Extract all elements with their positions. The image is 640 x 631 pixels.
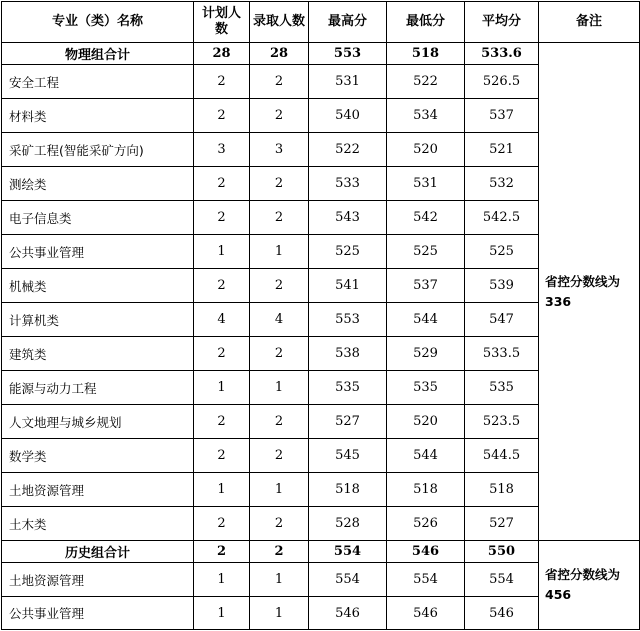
- cell-min: 529: [387, 337, 465, 371]
- cell-planned: 2: [194, 507, 250, 541]
- major-name: 公共事业管理: [2, 235, 194, 269]
- cell-admitted: 3: [250, 133, 309, 167]
- cell-min: 546: [387, 597, 465, 630]
- cell-max: 543: [309, 201, 387, 235]
- header-avg: 平均分: [465, 2, 539, 43]
- cell-planned: 2: [194, 167, 250, 201]
- table-body: [2, 43, 640, 630]
- cell-min: 535: [387, 371, 465, 405]
- group-remark: 省控分数线为336: [539, 43, 640, 541]
- major-name: 安全工程: [2, 65, 194, 99]
- cell-admitted: 1: [250, 473, 309, 507]
- cell-max: 533: [309, 167, 387, 201]
- header-max: 最高分: [309, 2, 387, 43]
- cell-max: 535: [309, 371, 387, 405]
- major-name: 能源与动力工程: [2, 371, 194, 405]
- cell-planned: 2: [194, 269, 250, 303]
- cell-admitted: 2: [250, 337, 309, 371]
- cell-planned: 3: [194, 133, 250, 167]
- cell-min: 526: [387, 507, 465, 541]
- cell-avg: 546: [465, 597, 539, 630]
- group-name: 历史组合计: [2, 541, 194, 563]
- admission-scores-table: [1, 1, 640, 630]
- group-admitted: 2: [250, 541, 309, 563]
- cell-avg: 537: [465, 99, 539, 133]
- group-max: 554: [309, 541, 387, 563]
- cell-max: 553: [309, 303, 387, 337]
- cell-planned: 2: [194, 337, 250, 371]
- major-name: 公共事业管理: [2, 597, 194, 630]
- cell-avg: 547: [465, 303, 539, 337]
- cell-admitted: 2: [250, 507, 309, 541]
- cell-admitted: 2: [250, 439, 309, 473]
- cell-max: 541: [309, 269, 387, 303]
- header-major: 专业（类）名称: [2, 2, 194, 43]
- major-name: 人文地理与城乡规划: [2, 405, 194, 439]
- major-name: 数学类: [2, 439, 194, 473]
- major-name: 计算机类: [2, 303, 194, 337]
- cell-avg: 539: [465, 269, 539, 303]
- cell-min: 518: [387, 473, 465, 507]
- cell-max: 531: [309, 65, 387, 99]
- header-admitted: 录取人数: [250, 2, 309, 43]
- cell-admitted: 2: [250, 65, 309, 99]
- cell-min: 531: [387, 167, 465, 201]
- cell-admitted: 2: [250, 99, 309, 133]
- cell-max: 522: [309, 133, 387, 167]
- major-name: 采矿工程(智能采矿方向): [2, 133, 194, 167]
- cell-planned: 1: [194, 235, 250, 269]
- cell-planned: 1: [194, 597, 250, 630]
- cell-avg: 535: [465, 371, 539, 405]
- group-planned: 2: [194, 541, 250, 563]
- cell-admitted: 1: [250, 597, 309, 630]
- cell-min: 522: [387, 65, 465, 99]
- cell-max: 528: [309, 507, 387, 541]
- major-name: 材料类: [2, 99, 194, 133]
- header-remark: 备注: [539, 2, 640, 43]
- cell-planned: 1: [194, 371, 250, 405]
- major-name: 测绘类: [2, 167, 194, 201]
- cell-avg: 554: [465, 563, 539, 597]
- cell-admitted: 2: [250, 201, 309, 235]
- major-name: 土木类: [2, 507, 194, 541]
- cell-avg: 525: [465, 235, 539, 269]
- cell-max: 546: [309, 597, 387, 630]
- major-name: 建筑类: [2, 337, 194, 371]
- cell-max: 538: [309, 337, 387, 371]
- cell-admitted: 2: [250, 269, 309, 303]
- cell-admitted: 4: [250, 303, 309, 337]
- group-planned: 28: [194, 43, 250, 65]
- cell-min: 554: [387, 563, 465, 597]
- major-name: 电子信息类: [2, 201, 194, 235]
- group-summary-row: [2, 43, 640, 65]
- cell-planned: 2: [194, 65, 250, 99]
- cell-admitted: 2: [250, 167, 309, 201]
- cell-admitted: 2: [250, 405, 309, 439]
- group-avg: 533.6: [465, 43, 539, 65]
- cell-avg: 521: [465, 133, 539, 167]
- group-admitted: 28: [250, 43, 309, 65]
- cell-max: 525: [309, 235, 387, 269]
- cell-planned: 2: [194, 439, 250, 473]
- group-max: 553: [309, 43, 387, 65]
- major-name: 机械类: [2, 269, 194, 303]
- cell-avg: 527: [465, 507, 539, 541]
- group-min: 518: [387, 43, 465, 65]
- group-name: 物理组合计: [2, 43, 194, 65]
- cell-max: 527: [309, 405, 387, 439]
- cell-min: 534: [387, 99, 465, 133]
- major-name: 土地资源管理: [2, 473, 194, 507]
- cell-min: 537: [387, 269, 465, 303]
- cell-min: 525: [387, 235, 465, 269]
- group-remark: 省控分数线为456: [539, 541, 640, 630]
- cell-planned: 2: [194, 99, 250, 133]
- header-min: 最低分: [387, 2, 465, 43]
- cell-admitted: 1: [250, 563, 309, 597]
- cell-min: 544: [387, 439, 465, 473]
- header-planned: 计划人数: [194, 2, 250, 43]
- cell-min: 520: [387, 405, 465, 439]
- cell-max: 545: [309, 439, 387, 473]
- cell-avg: 523.5: [465, 405, 539, 439]
- cell-max: 554: [309, 563, 387, 597]
- cell-min: 544: [387, 303, 465, 337]
- cell-avg: 526.5: [465, 65, 539, 99]
- cell-max: 540: [309, 99, 387, 133]
- cell-avg: 544.5: [465, 439, 539, 473]
- cell-min: 520: [387, 133, 465, 167]
- cell-planned: 1: [194, 473, 250, 507]
- cell-planned: 4: [194, 303, 250, 337]
- cell-avg: 518: [465, 473, 539, 507]
- cell-avg: 542.5: [465, 201, 539, 235]
- group-summary-row: [2, 541, 640, 563]
- header-row: [2, 2, 640, 43]
- cell-admitted: 1: [250, 235, 309, 269]
- cell-max: 518: [309, 473, 387, 507]
- cell-min: 542: [387, 201, 465, 235]
- cell-planned: 2: [194, 405, 250, 439]
- cell-planned: 1: [194, 563, 250, 597]
- group-avg: 550: [465, 541, 539, 563]
- group-min: 546: [387, 541, 465, 563]
- cell-avg: 533.5: [465, 337, 539, 371]
- cell-admitted: 1: [250, 371, 309, 405]
- cell-avg: 532: [465, 167, 539, 201]
- cell-planned: 2: [194, 201, 250, 235]
- major-name: 土地资源管理: [2, 563, 194, 597]
